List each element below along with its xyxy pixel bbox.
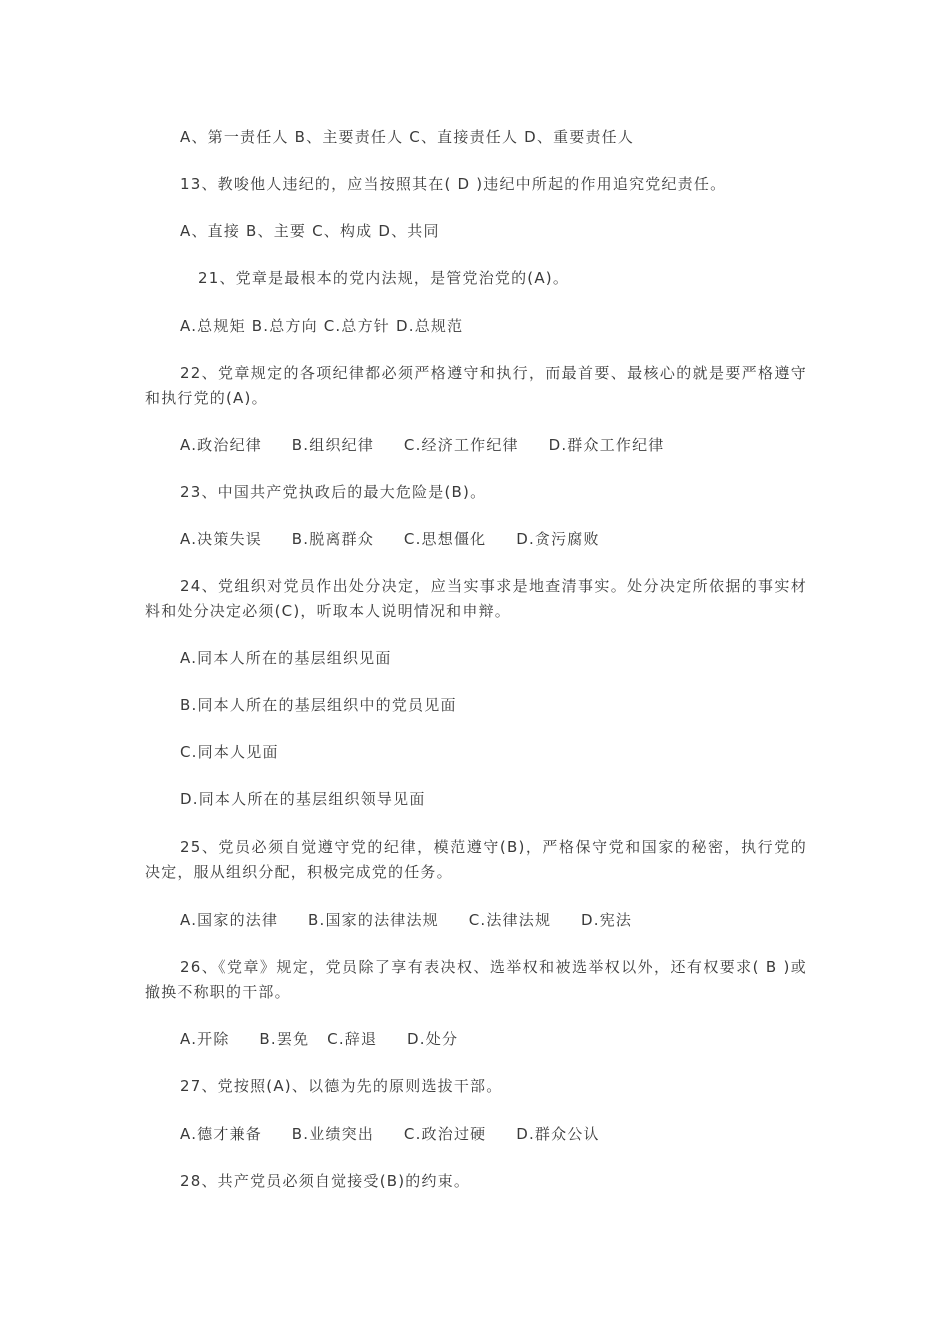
question-26: 26、《党章》规定，党员除了享有表决权、选举权和被选举权以外，还有权要求( B )或撤换不称职的干部。 [145,958,807,1001]
option-line-27: A.德才兼备 B.业绩突出 C.政治过硬 D.群众公认 [180,1125,600,1143]
option-24-b: B.同本人所在的基层组织中的党员见面 [180,696,457,714]
option-line-23: A.决策失误 B.脱离群众 C.思想僵化 D.贪污腐败 [180,530,600,548]
question-23: 23、中国共产党执政后的最大危险是(B)。 [180,483,487,501]
question-13: 13、教唆他人违纪的，应当按照其在( D )违纪中所起的作用追究党纪责任。 [180,175,727,193]
question-25: 25、党员必须自觉遵守党的纪律，模范遵守(B)，严格保守党和国家的秘密，执行党的决定，服从组织分配，积极完成党的任务。 [145,838,807,881]
option-line-12: A、第一责任人 B、主要责任人 C、直接责任人 D、重要责任人 [180,128,635,146]
option-24-c: C.同本人见面 [180,743,279,761]
question-24: 24、党组织对党员作出处分决定，应当实事求是地查清事实。处分决定所依据的事实材料和处分决定必须(C)，听取本人说明情况和申辩。 [145,577,807,620]
option-line-13: A、直接 B、主要 C、构成 D、共同 [180,222,440,240]
option-24-a: A.同本人所在的基层组织见面 [180,649,392,667]
question-21: 21、党章是最根本的党内法规，是管党治党的(A)。 [198,269,570,287]
option-line-22: A.政治纪律 B.组织纪律 C.经济工作纪律 D.群众工作纪律 [180,436,665,454]
option-line-26: A.开除 B.罢免 C.辞退 D.处分 [180,1030,459,1048]
question-27: 27、党按照(A)、以德为先的原则选拔干部。 [180,1077,503,1095]
option-24-d: D.同本人所在的基层组织领导见面 [180,790,426,808]
option-line-25: A.国家的法律 B.国家的法律法规 C.法律法规 D.宪法 [180,911,633,929]
question-22: 22、党章规定的各项纪律都必须严格遵守和执行，而最首要、最核心的就是要严格遵守和执行党的(A)。 [145,364,807,407]
question-28: 28、共产党员必须自觉接受(B)的约束。 [180,1172,471,1190]
option-line-21: A.总规矩 B.总方向 C.总方针 D.总规范 [180,317,464,335]
